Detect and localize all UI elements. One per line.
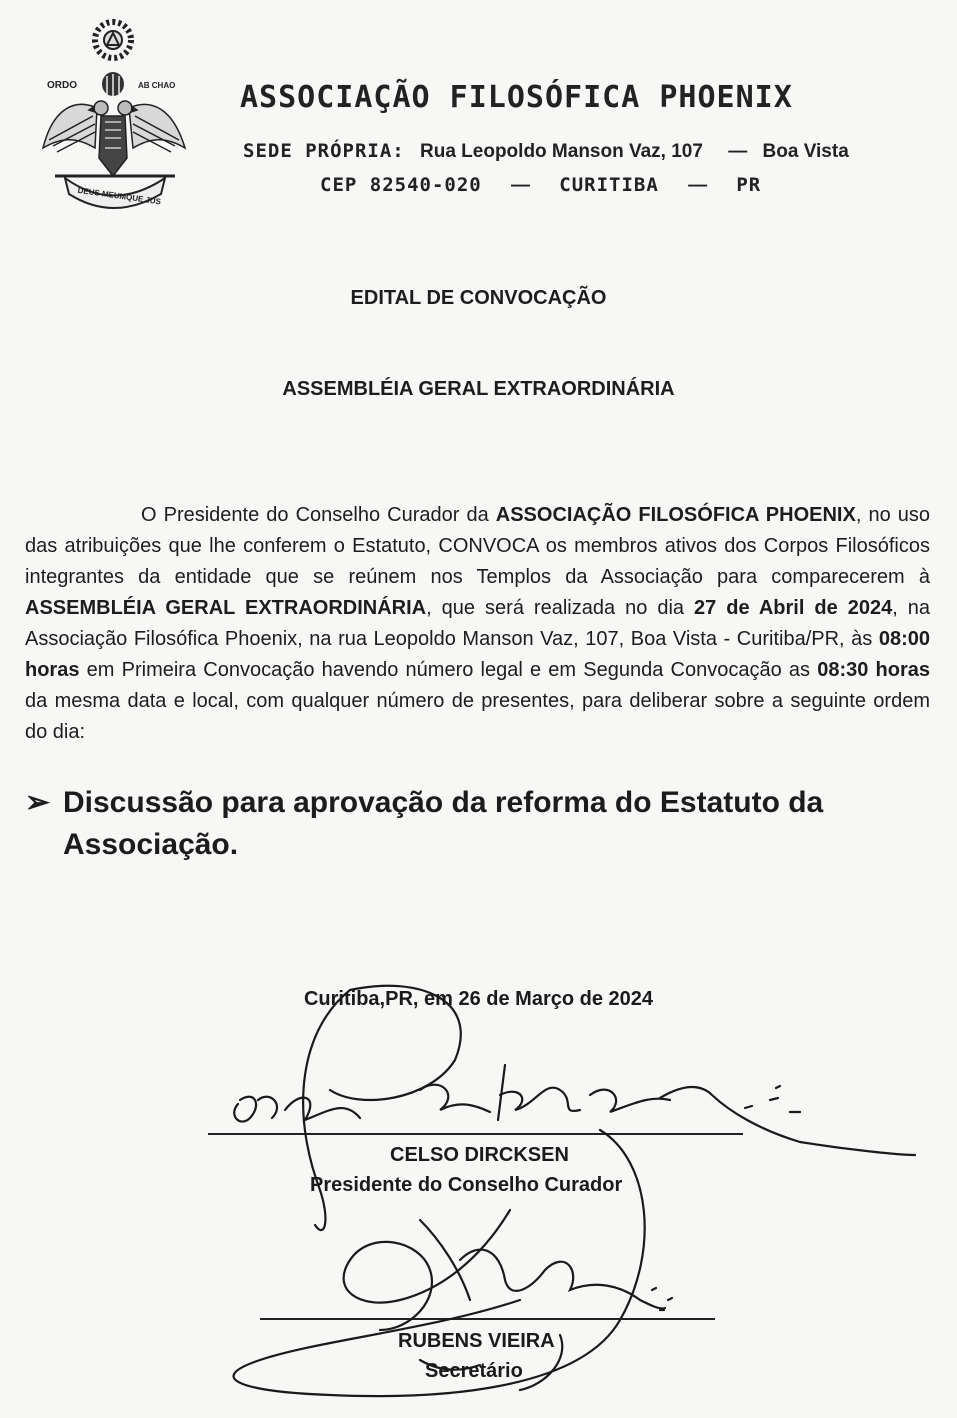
banner-text: DEUS MEUMQUE JUS xyxy=(77,185,162,207)
agenda-item xyxy=(25,782,925,866)
signature-line xyxy=(208,1133,743,1135)
document-title: EDITAL DE CONVOCAÇÃO xyxy=(350,287,607,309)
address-line xyxy=(243,140,849,163)
separator-dash: — xyxy=(511,175,530,196)
separator-dash: — xyxy=(688,175,708,196)
body-text: , no uso das atribuições que lhe conferem o Estatuto, CONVOCA os membros ativos dos Corpos Filosóficos integrantes da entidade que se reúnem nos Templos da Associação para comparecerem à xyxy=(25,504,930,588)
place-date: Curitiba,PR, em 26 de Março de 2024 xyxy=(303,988,654,1010)
body-text: , que será realizada no dia xyxy=(426,597,694,619)
body-bold-first-time: 08:00 horas xyxy=(25,628,930,681)
convocation-paragraph xyxy=(25,500,930,748)
body-bold-date: 27 de Abril de 2024 xyxy=(694,597,893,619)
city-line xyxy=(320,174,761,197)
arrow-bullet-icon: ➢ xyxy=(25,786,51,819)
document-subtitle: ASSEMBLÉIA GERAL EXTRAORDINÁRIA xyxy=(282,378,675,400)
body-text: O Presidente do Conselho Curador da xyxy=(141,504,496,526)
separator-dash: — xyxy=(728,141,748,162)
motto-right: AB CHAO xyxy=(138,81,176,90)
street-address: Rua Leopoldo Manson Vaz, 107 xyxy=(420,141,703,162)
state: PR xyxy=(736,174,762,196)
body-bold-second-time: 08:30 horas xyxy=(817,659,931,681)
body-text: , na Associação Filosófica Phoenix, na rua Leopoldo Manson Vaz, 107, Boa Vista - Curitiba/PR, às xyxy=(25,597,930,650)
agenda-text: Discussão para aprovação da reforma do Estatuto da Associação. xyxy=(63,786,824,861)
signatory-name: RUBENS VIEIRA xyxy=(398,1330,555,1352)
signatory-role: Secretário xyxy=(425,1360,523,1382)
crown-icon xyxy=(102,72,124,96)
signatory-role: Presidente do Conselho Curador xyxy=(310,1174,623,1196)
sun-medallion-icon xyxy=(95,22,131,58)
organization-name: ASSOCIAÇÃO FILOSÓFICA PHOENIX xyxy=(240,80,793,115)
body-bold-org: ASSOCIAÇÃO FILOSÓFICA PHOENIX xyxy=(495,504,856,526)
motto-left: ORDO xyxy=(47,80,77,91)
signatory-name: CELSO DIRCKSEN xyxy=(390,1144,569,1166)
body-bold-assembly: ASSEMBLÉIA GERAL EXTRAORDINÁRIA xyxy=(25,597,427,619)
cep: CEP 82540-020 xyxy=(320,174,482,196)
signature-2-icon xyxy=(234,1130,672,1396)
address-label: SEDE PRÓPRIA: xyxy=(243,140,405,162)
double-headed-eagle-emblem-icon xyxy=(35,8,195,213)
body-text: da mesma data e local, com qualquer número de presentes, para deliberar sobre a seguinte ordem do dia: xyxy=(25,690,930,743)
district: Boa Vista xyxy=(762,141,849,162)
body-text: em Primeira Convocação havendo número legal e em Segunda Convocação as xyxy=(79,659,818,681)
eagle-wings-icon xyxy=(43,101,185,176)
city: CURITIBA xyxy=(559,174,659,196)
signature-line xyxy=(260,1318,715,1320)
